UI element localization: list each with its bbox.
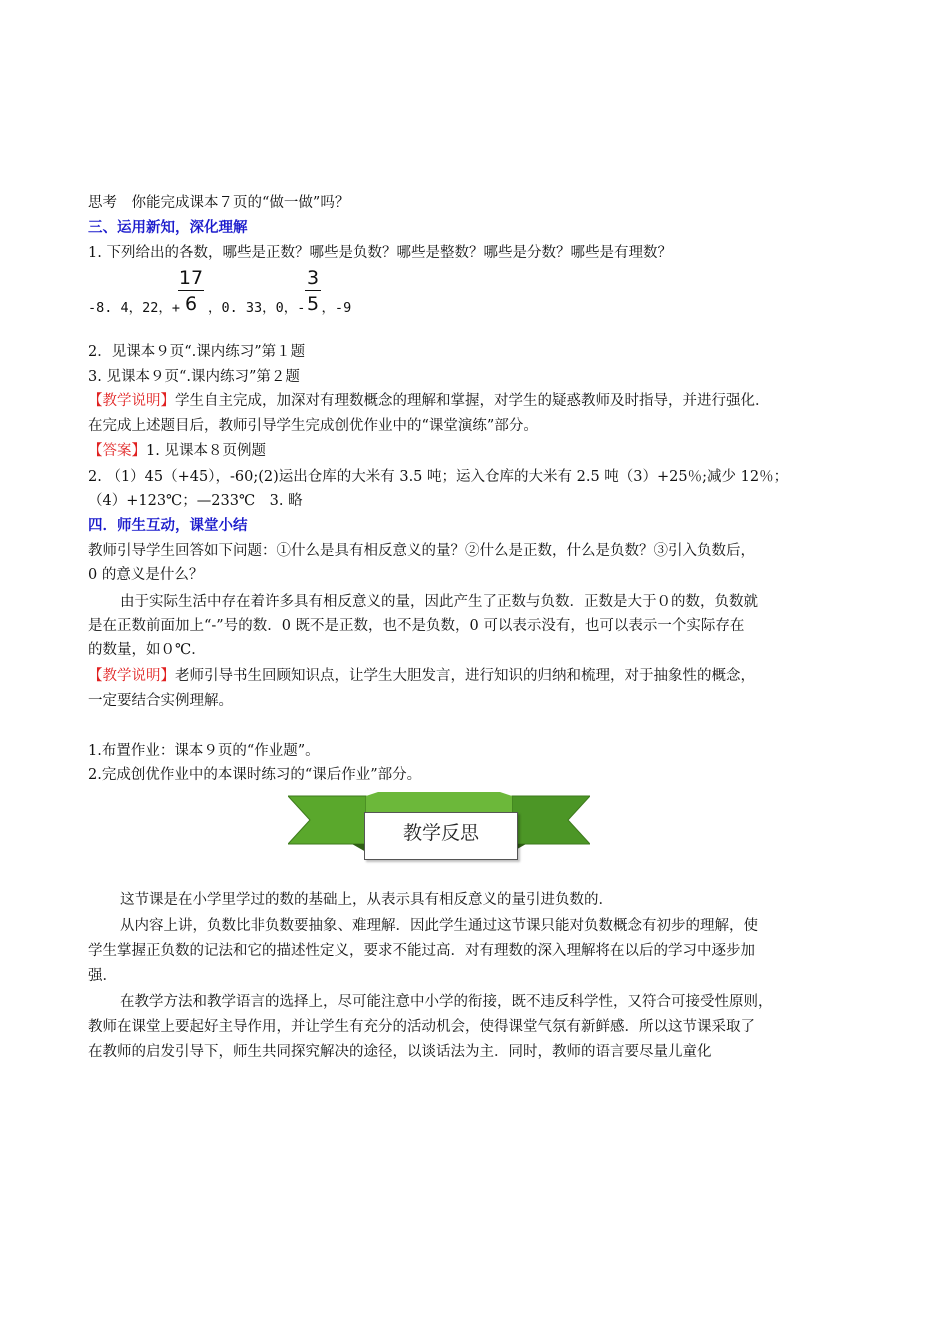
- numbers-part2: ，0. 33，0，-: [208, 300, 306, 316]
- think-line: 思考 你能完成课本７页的“做一做”吗？: [88, 195, 350, 211]
- homework-2: 2.完成创优作业中的本课时练习的“课后作业”部分。: [88, 767, 422, 783]
- note2-text: 老师引导书生回顾知识点，让学生大胆发言，进行知识的归纳和梳理，对于抽象性的概念，: [175, 668, 755, 684]
- reflection-para-2a: 从内容上讲，负数比非负数要抽象、难理解．因此学生通过这节课只能对负数概念有初步的理解，使: [120, 918, 758, 934]
- summary-para-1: 由于实际生活中存在着许多具有相反意义的量，因此产生了正数与负数．正数是大于０的数，负数就: [120, 594, 758, 610]
- fraction2-denominator: 5: [306, 293, 320, 315]
- answer-tag: 【答案】: [88, 443, 146, 459]
- section3-heading: 三、运用新知，深化理解: [88, 220, 248, 236]
- section4-heading: 四．师生互动，课堂小结: [88, 518, 248, 534]
- question-3: 3. 见课本９页“.课内练习”第２题: [88, 369, 300, 385]
- banner-title: 教学反思: [364, 812, 518, 860]
- teaching-note-2-cont: 一定要结合实例理解。: [88, 693, 233, 709]
- fraction1-bar: [178, 290, 204, 291]
- reflection-para-1: 这节课是在小学里学过的数的基础上，从表示具有相反意义的量引进负数的．: [120, 892, 613, 908]
- homework-1: 1.布置作业：课本９页的“作业题”。: [88, 743, 320, 759]
- ribbon-right-tail: [512, 796, 590, 844]
- fraction-3-5: [305, 267, 321, 315]
- question-2: 2．见课本９页“.课内练习”第１题: [88, 344, 306, 360]
- fraction1-numerator: 17: [178, 267, 204, 289]
- answer-text: 1. 见课本８页例题: [146, 443, 266, 459]
- answer-line-1: [88, 441, 266, 461]
- summary-para-3: 的数量，如０℃．: [88, 642, 206, 658]
- ribbon-left-tail: [288, 796, 366, 844]
- numbers-part1: -8. 4，22，+: [88, 300, 181, 316]
- answer-line-2: 2. （1）45（+45），-60;(2)运出仓库的大米有 3.5 吨；运入仓库的大米有 2.5 吨（3）+25％;减少 12％；: [88, 469, 789, 485]
- reflection-para-3b: 教师在课堂上要起好主导作用，并让学生有充分的活动机会，使得课堂气氛有新鲜感．所以这节课采取了: [88, 1019, 755, 1035]
- note2-tag: 【教学说明】: [88, 668, 175, 684]
- note1-text: 学生自主完成，加深对有理数概念的理解和掌握，对学生的疑惑教师及时指导，并进行强化．: [175, 393, 770, 409]
- fraction2-numerator: 3: [306, 267, 320, 289]
- teaching-note-1-cont: 在完成上述题目后，教师引导学生完成创优作业中的“课堂演练”部分。: [88, 418, 538, 434]
- question-1: 1. 下列给出的各数，哪些是正数？哪些是负数？哪些是整数？哪些是分数？哪些是有理数？: [88, 245, 672, 261]
- reflection-para-3c: 在教师的启发引导下，师生共同探究解决的途径，以谈话法为主．同时，教师的语言要尽量儿童化: [88, 1044, 712, 1060]
- summary-para-2: 是在正数前面加上“-”号的数．0 既不是正数，也不是负数，0 可以表示没有，也可以表示一个实际存在: [88, 618, 745, 634]
- reflection-para-3a: 在教学方法和教学语言的选择上，尽可能注意中小学的衔接，既不违反科学性，又符合可接受性原则，: [120, 994, 773, 1010]
- answer-line-3: （4）+123℃；—233℃ 3. 略: [88, 493, 303, 509]
- fraction-17-6: [178, 267, 204, 315]
- fraction2-bar: [305, 290, 321, 291]
- numbers-part3: ，-9: [321, 300, 352, 316]
- summary-question-2: 0 的意义是什么？: [88, 567, 204, 583]
- reflection-para-2b: 学生掌握正负数的记法和它的描述性定义，要求不能过高．对有理数的深入理解将在以后的学习中逐步加: [88, 943, 755, 959]
- teaching-note-2: [88, 666, 755, 686]
- summary-question-1: 教师引导学生回答如下问题：①什么是具有相反意义的量？②什么是正数，什么是负数？③引入负数后，: [88, 543, 755, 559]
- teaching-note-1: [88, 391, 770, 411]
- note1-tag: 【教学说明】: [88, 393, 175, 409]
- fraction1-denominator: 6: [184, 293, 198, 315]
- reflection-para-2c: 强．: [88, 968, 117, 984]
